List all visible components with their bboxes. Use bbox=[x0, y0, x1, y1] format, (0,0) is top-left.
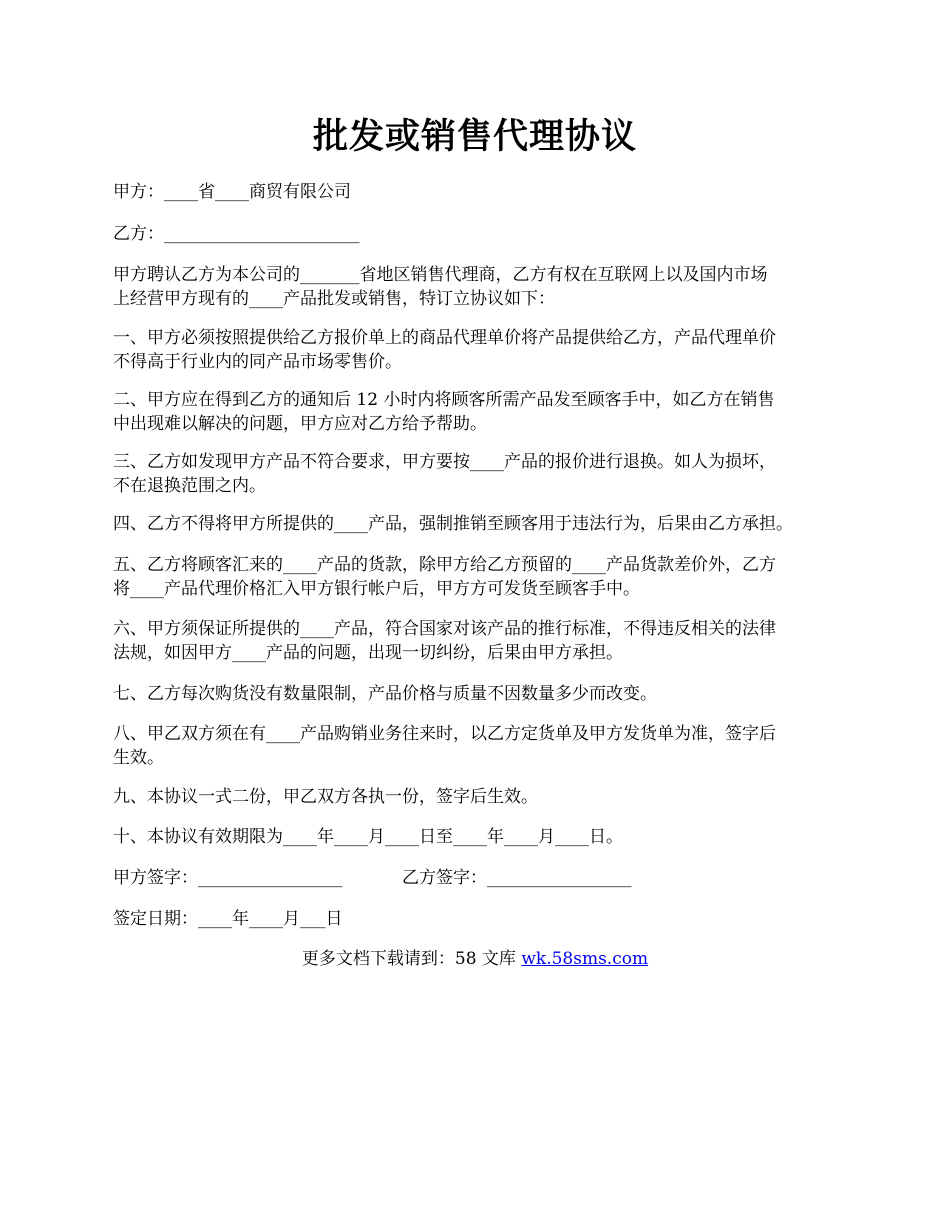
intro-line-1: 甲方聘认乙方为本公司的_______省地区销售代理商，乙方有权在互联网上以及国内市场 bbox=[113, 265, 768, 285]
clause-1-line-1: 一、甲方必须按照提供给乙方报价单上的商品代理单价将产品提供给乙方，产品代理单价 bbox=[113, 328, 776, 348]
clause-2-line-1: 二、甲方应在得到乙方的通知后 12 小时内将顾客所需产品发至顾客手中，如乙方在销售 bbox=[113, 390, 775, 410]
clause-5 bbox=[113, 553, 843, 601]
clause-3-line-1: 三、乙方如发现甲方产品不符合要求，甲方要按____产品的报价进行退换。如人为损坏， bbox=[113, 452, 776, 472]
clause-2 bbox=[113, 388, 843, 436]
clause-8-line-2: 生效。 bbox=[113, 748, 164, 768]
clause-1 bbox=[113, 326, 843, 374]
clause-7-line-1: 七、乙方每次购货没有数量限制，产品价格与质量不因数量多少而改变。 bbox=[113, 684, 657, 704]
sign-date: 签定日期：____年____月___日 bbox=[113, 909, 343, 929]
document-title: 批发或销售代理协议 bbox=[312, 116, 637, 157]
party-b-line: 乙方：_______________________ bbox=[113, 224, 360, 244]
clause-8 bbox=[113, 722, 843, 770]
footer-prefix: 更多文档下载请到：58 文库 bbox=[301, 949, 522, 969]
clause-1-line-2: 不得高于行业内的同产品市场零售价。 bbox=[113, 352, 402, 372]
clause-2-line-2: 中出现难以解决的问题，甲方应对乙方给予帮助。 bbox=[113, 414, 487, 434]
clause-5-line-1: 五、乙方将顾客汇来的____产品的货款，除甲方给乙方预留的____产品货款差价外，乙方 bbox=[113, 555, 776, 575]
clause-7 bbox=[113, 682, 843, 706]
clause-4 bbox=[113, 512, 863, 536]
clause-9-line-1: 九、本协议一式二份，甲乙双方各执一份，签字后生效。 bbox=[113, 787, 538, 807]
party-a-signature: 甲方签字：_________________ bbox=[113, 868, 343, 888]
footer-link[interactable]: wk.58sms.com bbox=[521, 949, 649, 969]
intro-paragraph bbox=[113, 263, 843, 311]
party-b-signature: 乙方签字：_________________ bbox=[402, 868, 632, 888]
clause-3-line-2: 不在退换范围之内。 bbox=[113, 476, 266, 496]
clause-5-line-2: 将____产品代理价格汇入甲方银行帐户后，甲方方可发货至顾客手中。 bbox=[113, 579, 640, 599]
footer bbox=[0, 947, 950, 971]
clause-3 bbox=[113, 450, 843, 498]
clause-10-line-1: 十、本协议有效期限为____年____月____日至____年____月____日。 bbox=[113, 827, 623, 847]
clause-8-line-1: 八、甲乙双方须在有____产品购销业务往来时，以乙方定货单及甲方发货单为准，签字后 bbox=[113, 724, 776, 744]
clause-6-line-1: 六、甲方须保证所提供的____产品，符合国家对该产品的推行标准，不得违反相关的法律 bbox=[113, 619, 776, 639]
clause-4-line-1: 四、乙方不得将甲方所提供的____产品，强制推销至顾客用于违法行为，后果由乙方承担。 bbox=[113, 514, 793, 534]
intro-line-2: 上经营甲方现有的____产品批发或销售，特订立协议如下： bbox=[113, 289, 555, 309]
clause-6-line-2: 法规，如因甲方____产品的问题，出现一切纠纷，后果由甲方承担。 bbox=[113, 643, 623, 663]
clause-9 bbox=[113, 785, 843, 809]
clause-6 bbox=[113, 617, 843, 665]
party-a-line: 甲方：____省____商贸有限公司 bbox=[113, 182, 351, 202]
clause-10 bbox=[113, 825, 843, 849]
